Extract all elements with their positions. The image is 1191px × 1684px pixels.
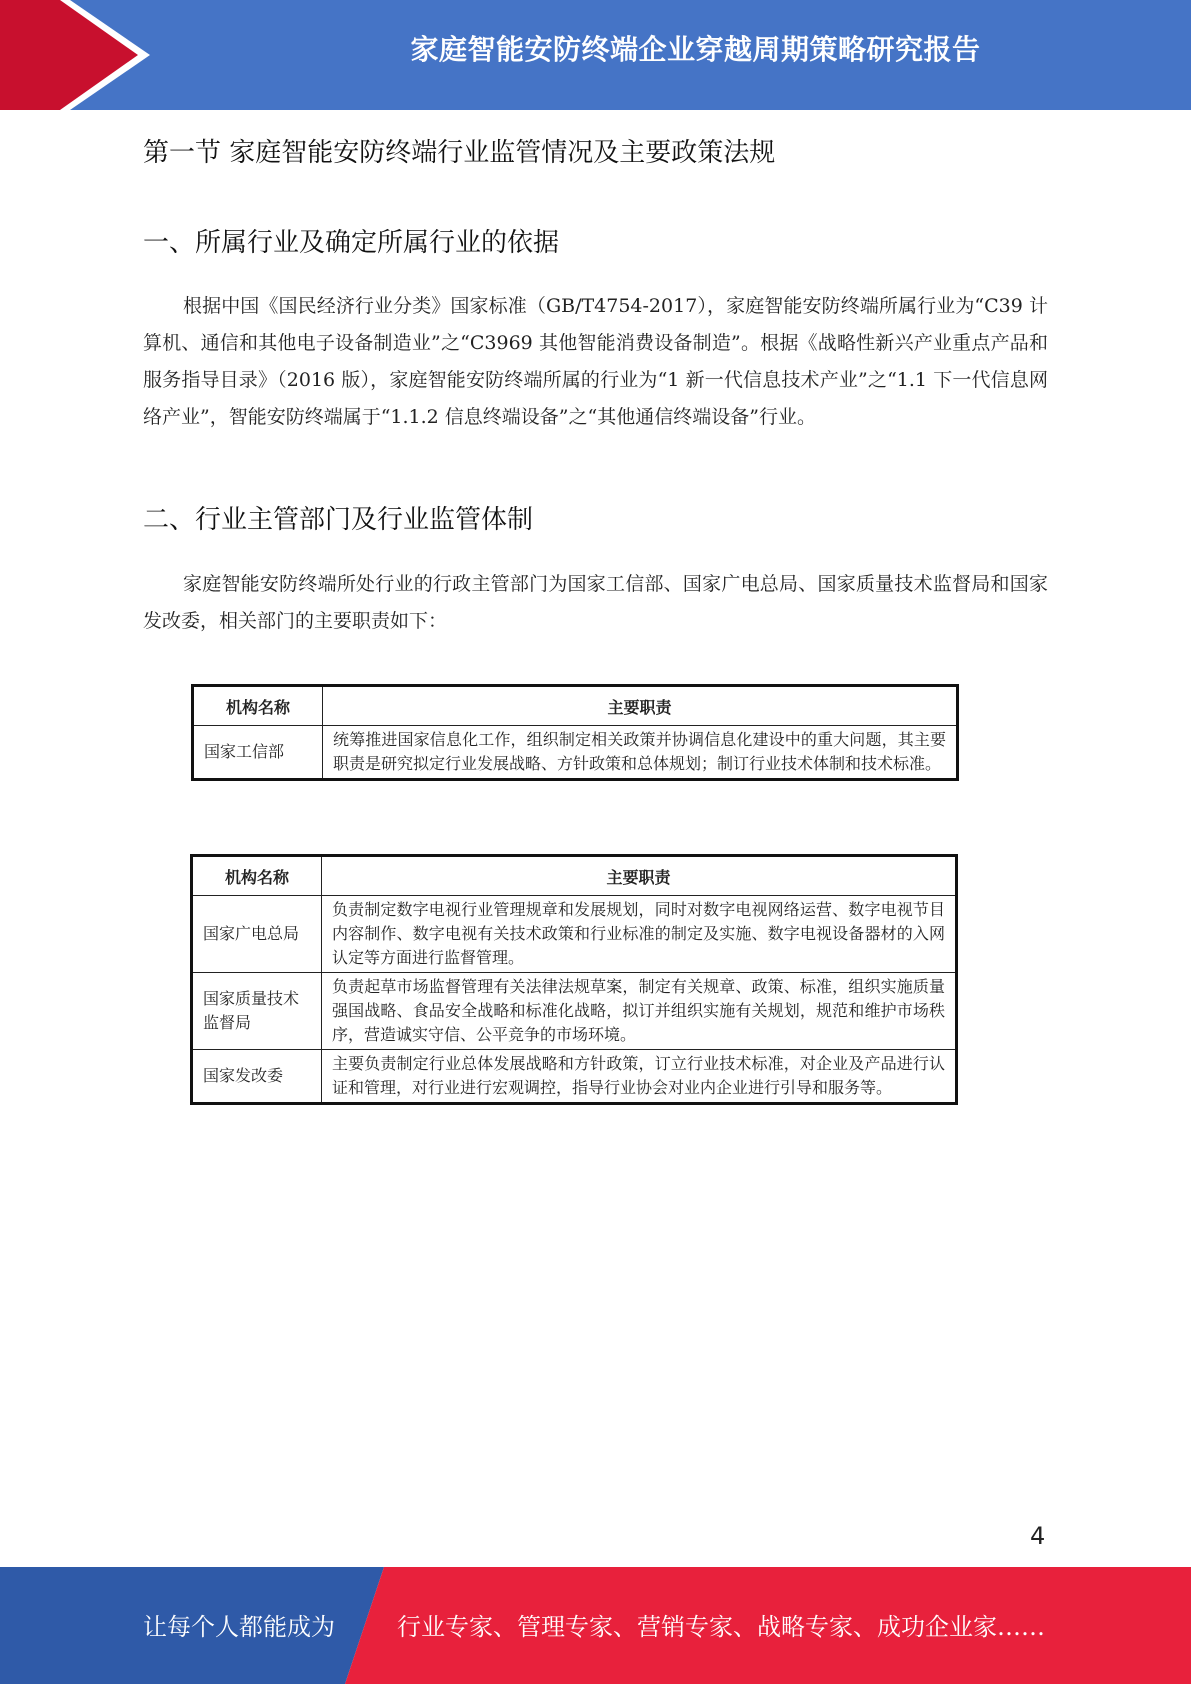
header-arrow-icon bbox=[0, 0, 200, 110]
table-row bbox=[192, 973, 957, 1050]
org-cell: 国家广电总局 bbox=[192, 896, 322, 973]
column-header-org: 机构名称 bbox=[192, 856, 322, 896]
paragraph-industry-classification: 根据中国《国民经济行业分类》国家标准（GB/T4754-2017），家庭智能安防终端所属行业为“C39 计算机、通信和其他电子设备制造业”之“C3969 其他智能消费设备制造”。根据《战略性新兴产业重点产品和服务指导目录》（2016 版），家庭智能安防终端所属的行业为“1 新一代信息技术产业”之“1.1 下一代信息网络产业”，智能安防终端属于“1.1.2 信息终端设备”之“其他通信终端设备”行业。 bbox=[143, 295, 1048, 428]
duty-table-2 bbox=[190, 854, 958, 1105]
column-header-org: 机构名称 bbox=[193, 686, 323, 726]
paragraph-regulatory-system: 家庭智能安防终端所处行业的行政主管部门为国家工信部、国家广电总局、国家质量技术监督局和国家发改委，相关部门的主要职责如下： bbox=[143, 573, 1048, 632]
org-cell: 国家质量技术监督局 bbox=[192, 973, 322, 1050]
org-cell: 国家工信部 bbox=[193, 726, 323, 780]
heading-regulatory-system: 二、行业主管部门及行业监管体制 bbox=[143, 505, 534, 535]
table-row bbox=[192, 1050, 957, 1104]
page-number: 4 bbox=[1030, 1522, 1046, 1550]
footer-slogan-right: 行业专家、管理专家、营销专家、战略专家、成功企业家…… bbox=[397, 1613, 1045, 1641]
duty-cell: 统筹推进国家信息化工作，组织制定相关政策并协调信息化建设中的重大问题，其主要职责是研究拟定行业发展战略、方针政策和总体规划；制订行业技术体制和技术标准。 bbox=[323, 726, 958, 780]
report-title: 家庭智能安防终端企业穿越周期策略研究报告 bbox=[410, 33, 981, 66]
column-header-duty: 主要职责 bbox=[323, 686, 958, 726]
table-header-row bbox=[193, 686, 958, 726]
duty-cell: 负责起草市场监督管理有关法律法规草案，制定有关规章、政策、标准，组织实施质量强国战略、食品安全战略和标准化战略，拟订并组织实施有关规划，规范和维护市场秩序，营造诚实守信、公平竞争的市场环境。 bbox=[322, 973, 957, 1050]
duty-cell: 主要负责制定行业总体发展战略和方针政策，订立行业技术标准，对企业及产品进行认证和管理，对行业进行宏观调控，指导行业协会对业内企业进行引导和服务等。 bbox=[322, 1050, 957, 1104]
table-header-row bbox=[192, 856, 957, 896]
table-row bbox=[192, 896, 957, 973]
section-title: 第一节 家庭智能安防终端行业监管情况及主要政策法规 bbox=[143, 138, 776, 168]
footer-band bbox=[0, 1567, 1191, 1684]
org-cell: 国家发改委 bbox=[192, 1050, 322, 1104]
heading-industry-classification: 一、所属行业及确定所属行业的依据 bbox=[143, 228, 560, 258]
duty-cell: 负责制定数字电视行业管理规章和发展规划，同时对数字电视网络运营、数字电视节目内容制作、数字电视有关技术政策和行业标准的制定及实施、数字电视设备器材的入网认定等方面进行监督管理。 bbox=[322, 896, 957, 973]
footer-slogan-left: 让每个人都能成为 bbox=[143, 1613, 335, 1641]
duty-table-1 bbox=[191, 684, 959, 781]
column-header-duty: 主要职责 bbox=[322, 856, 957, 896]
header-band bbox=[0, 0, 1191, 110]
table-row bbox=[193, 726, 958, 780]
